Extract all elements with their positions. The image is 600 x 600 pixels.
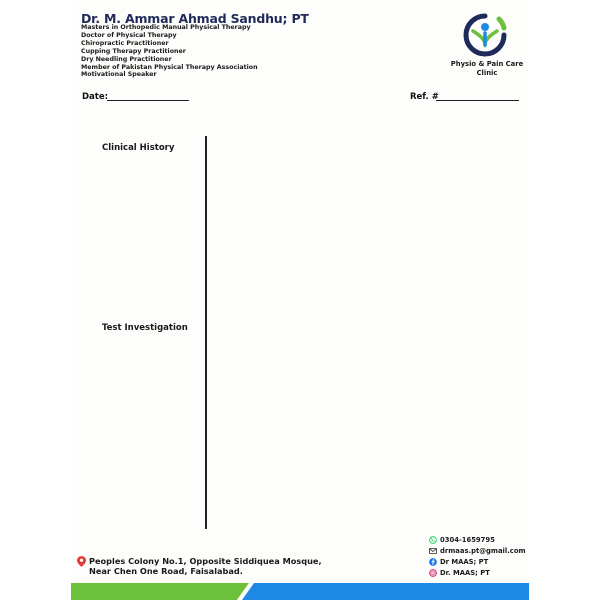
clinic-name-line: Physio & Pain Care [450, 60, 524, 68]
qualifications-list [81, 24, 258, 79]
clinic-name [431, 60, 543, 77]
facebook-icon [429, 558, 437, 566]
ref-underline[interactable] [436, 100, 519, 101]
instagram-handle[interactable]: Dr. MAAS; PT [440, 568, 490, 577]
qualification-item: Cupping Therapy Practitioner [81, 47, 186, 55]
qualification-item: Doctor of Physical Therapy [81, 31, 177, 39]
email-address[interactable]: drmaas.pt@gmail.com [440, 546, 526, 555]
qualification-item: Motivational Speaker [81, 71, 157, 79]
phone-number[interactable]: 0304-1659795 [440, 535, 495, 544]
clinic-logo-icon [461, 13, 509, 57]
footer-color-bar [71, 583, 529, 600]
contact-email [429, 545, 526, 556]
email-icon [429, 547, 437, 555]
contact-phone [429, 534, 526, 545]
instagram-icon [429, 569, 437, 577]
clinic-name-line: Clinic [476, 68, 498, 77]
contact-instagram [429, 567, 526, 578]
clinic-address [78, 556, 322, 576]
contact-list [429, 534, 526, 578]
clinical-history-title: Clinical History [102, 143, 175, 153]
test-investigation-title: Test Investigation [102, 323, 188, 333]
letterhead-sheet [71, 0, 529, 600]
contact-facebook [429, 556, 526, 567]
qualification-item: Masters in Orthopedic Manual Physical Therapy [81, 24, 251, 31]
qualification-item: Member of Pakistan Physical Therapy Association [81, 63, 258, 71]
whatsapp-icon [429, 536, 437, 544]
facebook-handle[interactable]: Dr MAAS; PT [440, 557, 489, 566]
date-underline[interactable] [107, 100, 189, 101]
address-line: Near Chen One Road, Faisalabad. [89, 566, 243, 577]
location-pin-icon [77, 556, 86, 567]
ref-label: Ref. # [410, 92, 439, 102]
qualification-item: Dry Needling Practitioner [81, 55, 172, 63]
vertical-divider [205, 136, 207, 529]
doctor-name: Dr. M. Ammar Ahmad Sandhu; PT [81, 11, 309, 26]
date-label: Date: [82, 92, 109, 102]
address-line: Peoples Colony No.1, Opposite Siddiquea Mosque, [89, 556, 322, 566]
qualification-item: Chiropractic Practitioner [81, 39, 169, 47]
